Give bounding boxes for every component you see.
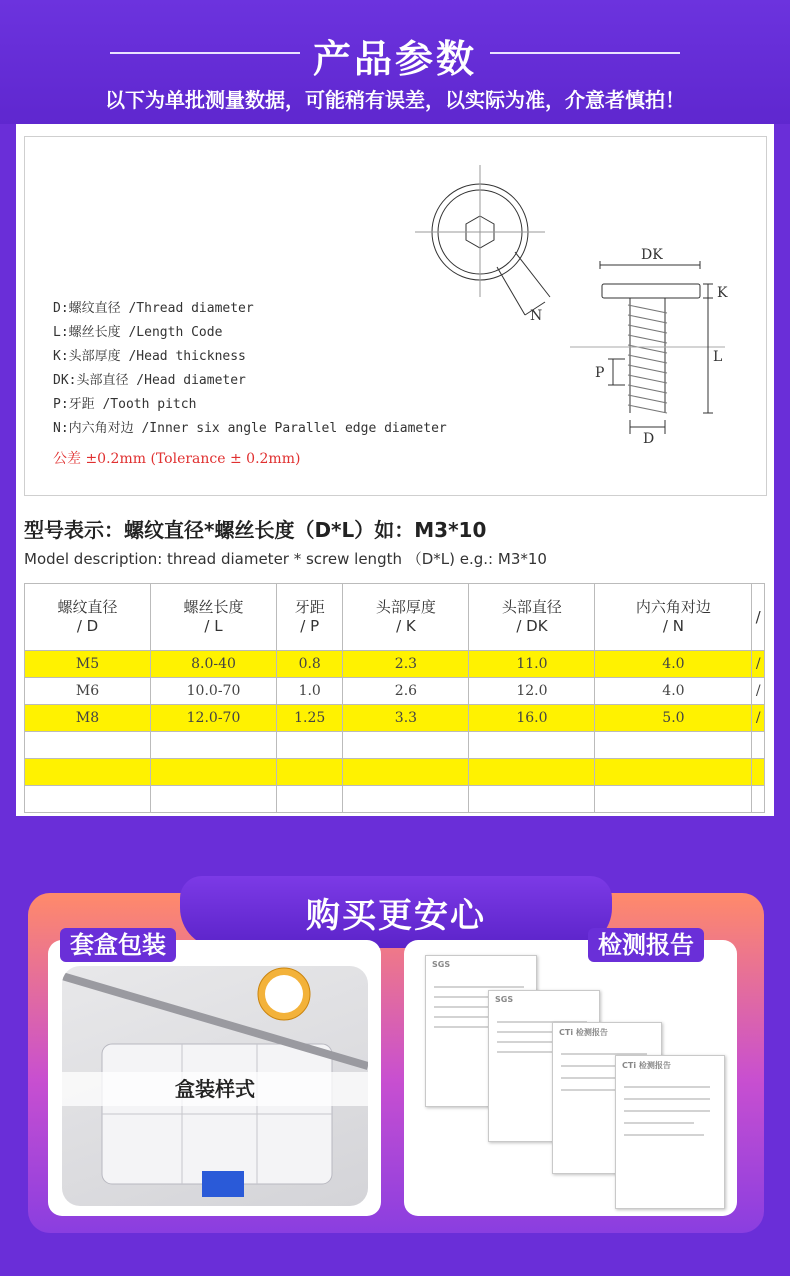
header-dk: 头部直径 / DK: [469, 584, 595, 651]
n-label: N: [530, 308, 543, 324]
header-slash: /: [752, 584, 765, 651]
legend-line: DK:头部直径 /Head diameter: [53, 373, 246, 388]
legend-line: K:头部厚度 /Head thickness: [53, 349, 246, 364]
legend-line: D:螺纹直径 /Thread diameter: [53, 301, 254, 316]
table-row: [25, 732, 765, 759]
report-document: CTi 检测报告: [552, 1022, 662, 1174]
p-label: P: [595, 365, 605, 381]
d-label: D: [643, 431, 655, 447]
packaging-label: 套盒包装: [60, 928, 176, 962]
model-description-cn: 型号表示：螺纹直径*螺丝长度（D*L）如：M3*10: [24, 518, 487, 542]
legend-line: N:内六角对边 /Inner six angle Parallel edge diameter: [53, 421, 447, 436]
table-row: [25, 786, 765, 813]
purchase-title: 购买更安心: [306, 896, 486, 936]
table-header-row: [25, 584, 765, 651]
page-subtitle: 以下为单批测量数据，可能稍有误差，以实际为准，介意者慎拍！: [105, 88, 685, 112]
legend-line: L:螺丝长度 /Length Code: [53, 325, 223, 340]
header-p: 牙距 / P: [277, 584, 343, 651]
table-row: [25, 759, 765, 786]
report-document: SGS: [488, 990, 600, 1142]
header-l: 螺丝长度 / L: [151, 584, 277, 651]
report-label: 检测报告: [588, 928, 704, 962]
diagram-box: [24, 136, 767, 496]
page-title: 产品参数: [312, 37, 477, 81]
screw-head: [602, 284, 700, 298]
box-style-label: 盒装样式: [62, 1072, 368, 1106]
header-d: 螺纹直径 / D: [25, 584, 151, 651]
spec-legend: [53, 297, 447, 471]
report-document: CTi 检测报告: [615, 1055, 725, 1209]
tolerance-note: 公差 ±0.2mm (Tolerance ± 0.2mm): [53, 451, 301, 467]
table-row: M5 8.0-40 0.8 2.3 11.0 4.0 /: [25, 651, 765, 678]
spec-table: [24, 583, 765, 813]
legend-line: P:牙距 /Tooth pitch: [53, 397, 197, 412]
table-row: M8 12.0-70 1.25 3.3 16.0 5.0 /: [25, 705, 765, 732]
table-row: M6 10.0-70 1.0 2.6 12.0 4.0 /: [25, 678, 765, 705]
header-k: 头部厚度 / K: [343, 584, 469, 651]
header-n: 内六角对边 / N: [595, 584, 752, 651]
l-label: L: [713, 349, 723, 365]
dk-label: DK: [641, 247, 663, 263]
report-document: SGS: [425, 955, 537, 1107]
model-description-en: Model description: thread diameter * screw length （D*L) e.g.: M3*10: [24, 550, 547, 568]
k-label: K: [717, 285, 728, 301]
n-dim-line: [497, 267, 525, 315]
